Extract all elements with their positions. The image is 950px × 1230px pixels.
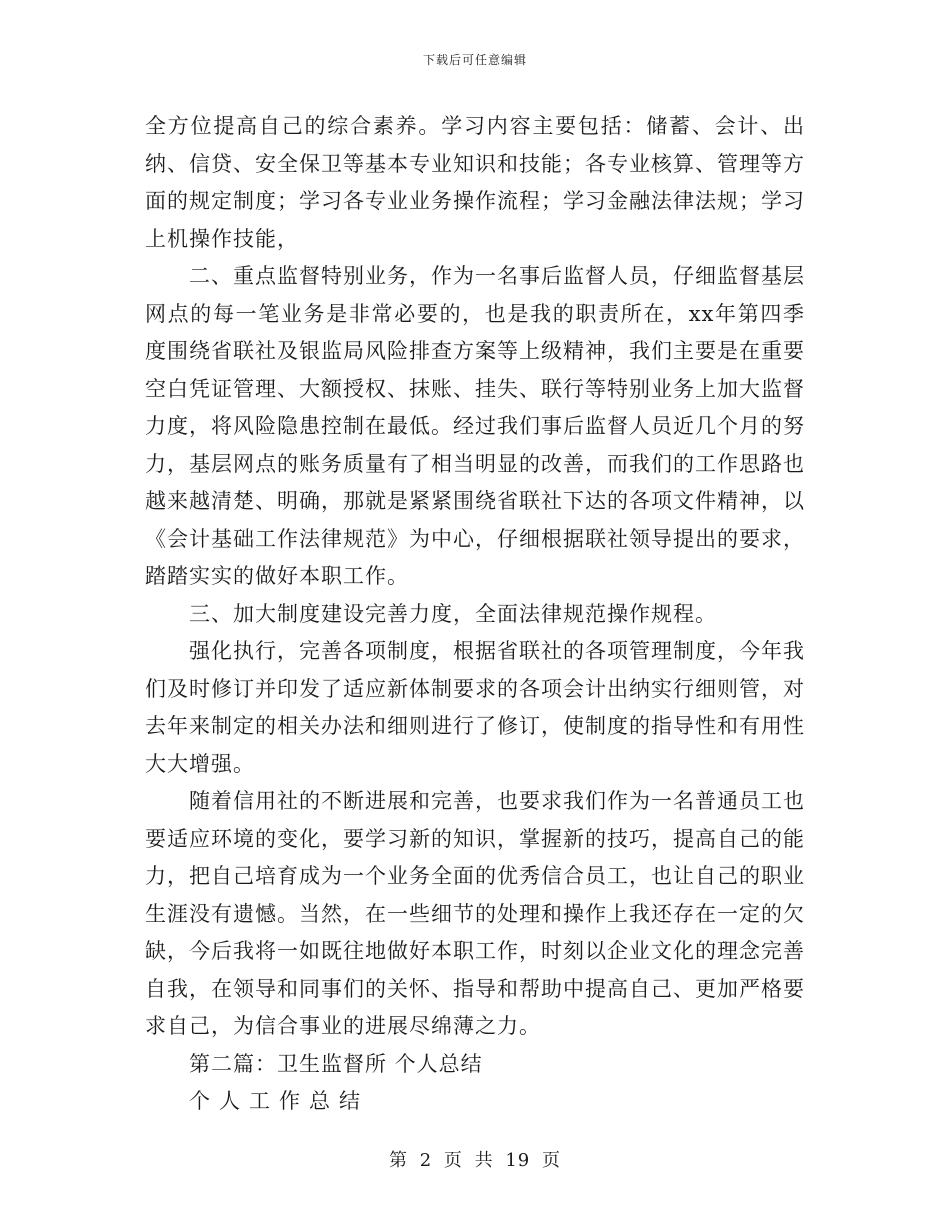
paragraph-conclusion: 随着信用社的不断进展和完善，也要求我们作为一名普通员工也要适应环境的变化，要学习新的知识，掌握新的技巧，提高自己的能力，把自己培育成为一个业务全面的优秀信合员工，也让自己的职业生涯没有遗憾。当然，在一些细节的处理和操作上我还存在一定的欠缺，今后我将一如既往地做好本职工作，时刻以企业文化的理念完善自我，在领导和同事们的关怀、指导和帮助中提高自己、更加严格要求自己，为信合事业的进展尽绵薄之力。 — [145, 789, 805, 1038]
page-number: 第 2 页 共 19 页 — [389, 1150, 561, 1171]
paragraph-continuation: 全方位提高自己的综合素养。学习内容主要包括：储蓄、会计、出纳、信贷、安全保卫等基本专业知识和技能；各专业核算、管理等方面的规定制度；学习各专业业务操作流程；学习金融法律法规；学习上机操作技能， — [145, 114, 805, 251]
paragraph-system-heading: 三、加大制度建设完善力度，全面法律规范操作规程。 — [189, 601, 717, 626]
section-heading: 第二篇：卫生监督所 个人总结 — [189, 1051, 483, 1076]
section-subtitle: 个人工作总结 — [189, 1089, 369, 1113]
document-body — [145, 108, 805, 1121]
page-header-note: 下载后可任意编辑 — [422, 53, 527, 67]
paragraph-regulations: 强化执行，完善各项制度，根据省联社的各项管理制度，今年我们及时修订并印发了适应新体制要求的各项会计出纳实行细则管，对去年来制定的相关办法和细则进行了修订，使制度的指导性和有用性大大增强。 — [145, 639, 805, 776]
paragraph-supervision: 二、重点监督特别业务，作为一名事后监督人员，仔细监督基层网点的每一笔业务是非常必要的，也是我的职责所在，xx年第四季度围绕省联社及银监局风险排查方案等上级精神，我们主要是在重要空白凭证管理、大额授权、抹账、挂失、联行等特别业务上加大监督力度，将风险隐患控制在最低。经过我们事后监督人员近几个月的努力，基层网点的账务质量有了相当明显的改善，而我们的工作思路也越来越清楚、明确，那就是紧紧围绕省联社下达的各项文件精神，以《会计基础工作法律规范》为中心，仔细根据联社领导提出的要求，踏踏实实的做好本职工作。 — [145, 264, 805, 588]
